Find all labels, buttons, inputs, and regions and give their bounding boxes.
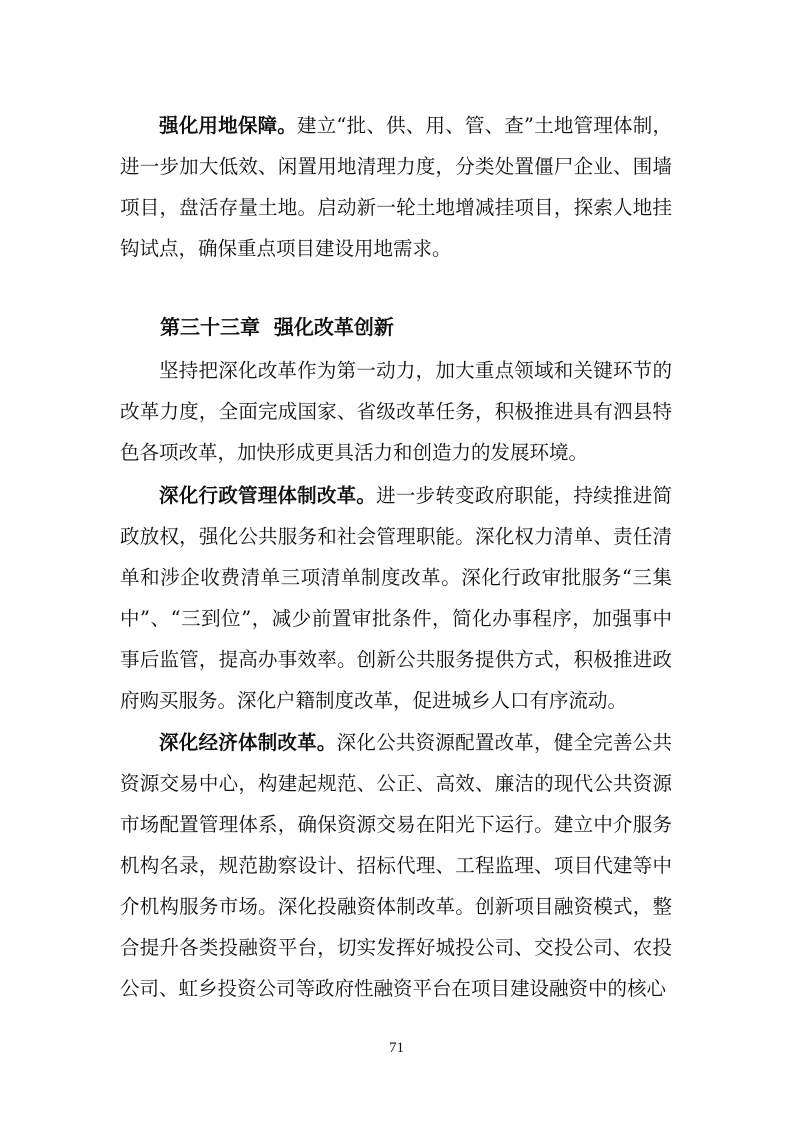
paragraph-admin-reform — [120, 475, 672, 721]
paragraph-chapter-intro — [120, 350, 672, 473]
paragraph-body: 深化公共资源配置改革，健全完善公共资源交易中心，构建起规范、公正、高效、廉洁的现代公共资源市场配置管理体系，确保资源交易在阳光下运行。建立中介服务机构名录，规范勘察设计、招标代理、工程监理、项目代建等中介机构服务市场。深化投融资体制改革。创新项目融资模式，整合提升各类投融资平台，切实发挥好城投公司、交投公司、农投公司、虹乡投资公司等政府性融资平台在项目建设融资中的核心 — [120, 731, 672, 1000]
page-number: 71 — [389, 1040, 404, 1056]
paragraph-land-guarantee — [120, 105, 672, 269]
paragraph-body: 坚持把深化改革作为第一动力，加大重点领域和关键环节的改革力度，全面完成国家、省级改革任务，积极推进具有泗县特色各项改革，加快形成更具活力和创造力的发展环境。 — [120, 359, 672, 464]
chapter-heading: 第三十三章 强化改革创新 — [160, 315, 394, 339]
paragraph-lead: 强化用地保障。 — [159, 114, 297, 137]
paragraph-body: 进一步转变政府职能，持续推进简政放权，强化公共服务和社会管理职能。深化权力清单、责任清单和涉企收费清单三项清单制度改革。深化行政审批服务“三集中”、“三到位”，减少前置审批条件，简化办事程序，加强事中事后监管，提高办事效率。创新公共服务提供方式，积极推进政府购买服务。深化户籍制度改革，促进城乡人口有序流动。 — [120, 484, 672, 712]
paragraph-economy-reform — [120, 722, 672, 1009]
paragraph-body: 建立“批、供、用、管、查”土地管理体制，进一步加大低效、闲置用地清理力度，分类处置僵尸企业、围墙项目，盘活存量土地。启动新一轮土地增减挂项目，探索人地挂钩试点，确保重点项目建设用地需求。 — [120, 114, 672, 260]
paragraph-lead: 深化行政管理体制改革。 — [159, 484, 377, 507]
paragraph-lead: 深化经济体制改革。 — [159, 731, 337, 754]
